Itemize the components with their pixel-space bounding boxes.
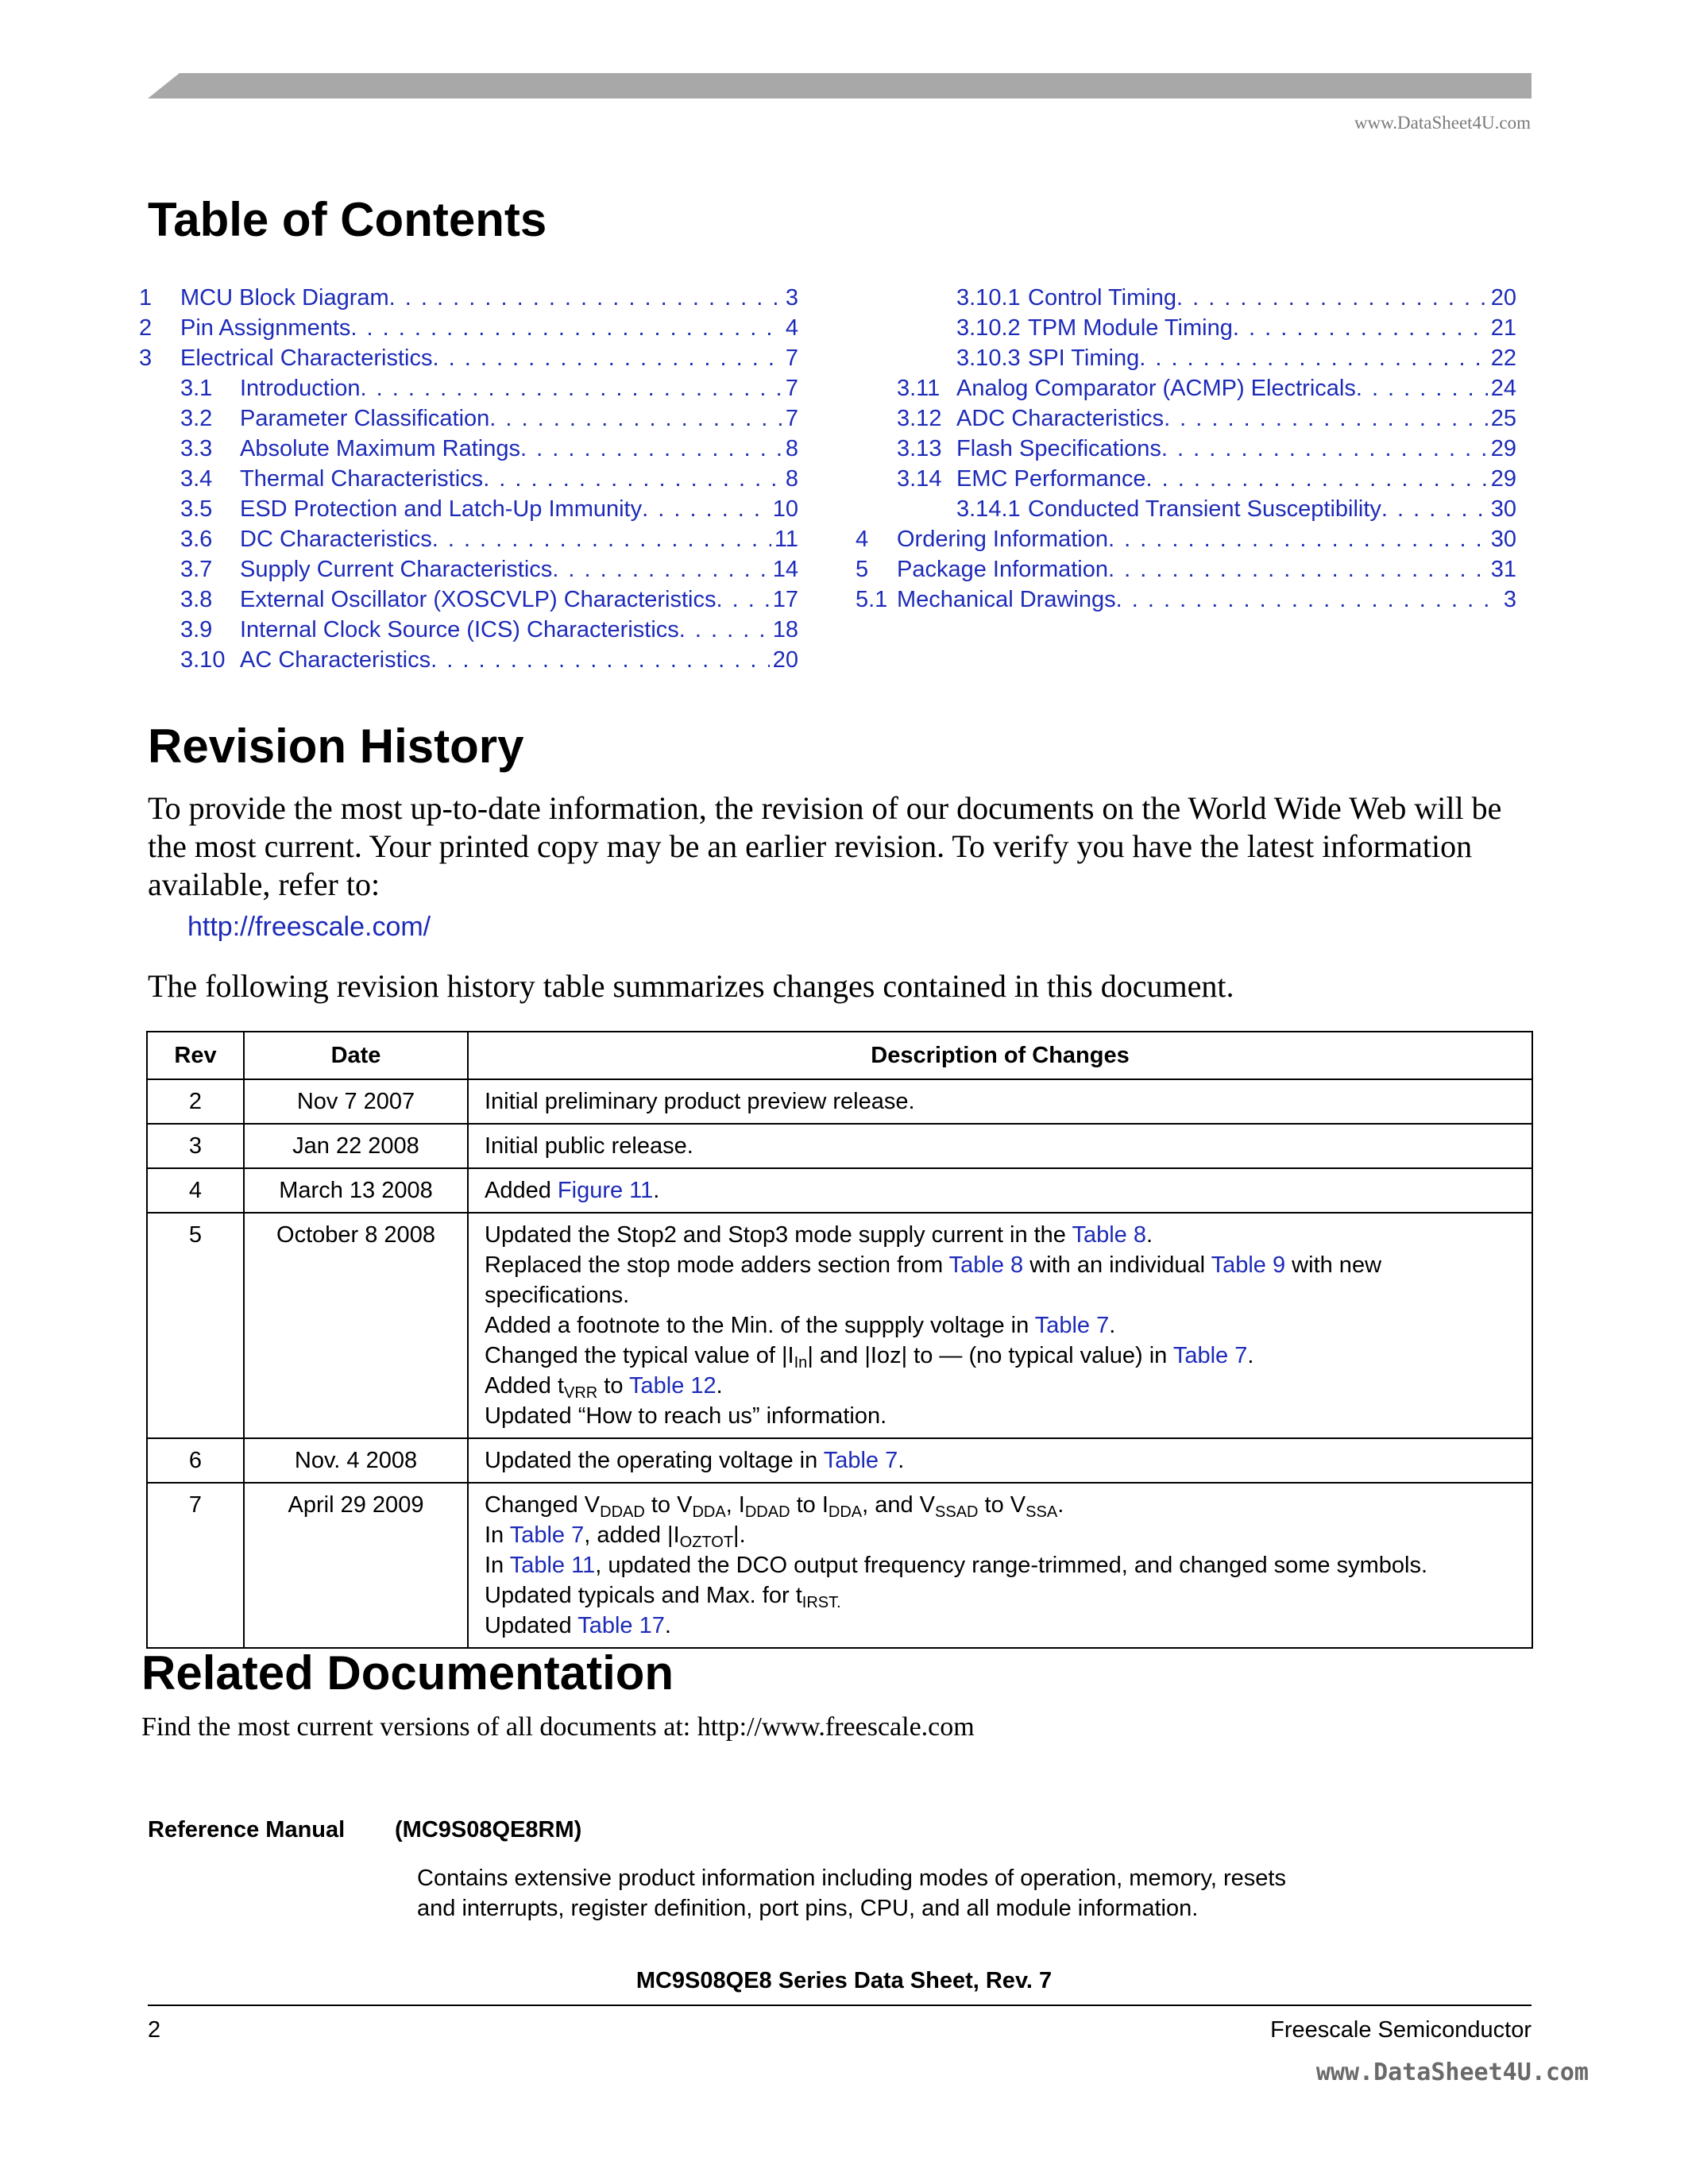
description-line: [485, 1220, 1516, 1250]
revision-intro: To provide the most up-to-date information, the revision of our documents on the World Wide Web will be the most current. Your printed copy may be an earlier revision. To verify you have the latest information available, refer to:: [148, 790, 1502, 902]
toc-entry-page: 29: [1490, 436, 1516, 461]
description-text: In: [485, 1522, 510, 1548]
description-line: [485, 1086, 1516, 1117]
toc-entry-title: ADC Characteristics: [956, 406, 1165, 431]
toc-entry-title: Absolute Maximum Ratings: [240, 436, 520, 461]
toc-entry-title: External Oscillator (XOSCVLP) Characteristics: [240, 587, 717, 612]
toc-leader-dots: [489, 403, 782, 434]
description-text: |.: [733, 1522, 746, 1548]
toc-leader-dots: [1139, 343, 1488, 373]
toc-entry-page: 7: [785, 345, 798, 371]
toc-leader-dots: [552, 554, 769, 585]
description-text: with new: [1285, 1252, 1382, 1278]
description-text: Updated typicals and Max. for t: [485, 1583, 802, 1608]
toc-entry-page: 29: [1490, 466, 1516, 492]
subscript-text: DDA: [692, 1503, 726, 1521]
toc-leader-dots: [717, 585, 770, 615]
toc-leader-dots: [432, 524, 771, 554]
toc-entry-number: 3.1: [180, 376, 213, 401]
subscript-text: In: [794, 1354, 808, 1372]
footer-divider: [148, 2005, 1532, 2006]
description-line: [485, 1490, 1516, 1520]
description-text: Changed the typical value of |I: [485, 1343, 794, 1368]
watermark-bottom: www.DataSheet4U.com: [1315, 2059, 1589, 2086]
table-reference-link[interactable]: Table 17: [577, 1613, 665, 1638]
description-line: [485, 1250, 1516, 1280]
description-text: Updated the operating voltage in: [485, 1448, 824, 1473]
toc-entry-page: 14: [772, 557, 798, 582]
description-line: [485, 1175, 1516, 1206]
toc-entry-title: Analog Comparator (ACMP) Electricals: [956, 376, 1356, 401]
toc-entry-number: 2: [139, 315, 153, 341]
subscript-text: VRR: [563, 1384, 598, 1402]
toc-leader-dots: [1381, 494, 1488, 524]
reference-manual-description: Contains extensive product information including modes of operation, memory, resets and interrupts, register definition, port pins, CPU, and all module information.: [417, 1866, 1286, 1921]
toc-leader-dots: [679, 615, 770, 645]
footer-page-number: 2: [148, 2017, 161, 2043]
toc-entry-number: 3.8: [180, 587, 213, 612]
toc-entry-page: 30: [1490, 527, 1516, 552]
toc-entry[interactable]: [856, 403, 1516, 434]
toc-entry-page: 18: [772, 617, 798, 642]
table-reference-link[interactable]: Table 7: [1172, 1343, 1248, 1368]
table-reference-link[interactable]: Table 12: [629, 1373, 717, 1399]
table-reference-link[interactable]: Figure 11: [557, 1178, 654, 1203]
table-row: [147, 1079, 1532, 1124]
revision-table: [146, 1031, 1533, 1649]
description-line: [485, 1550, 1516, 1580]
toc-entry-number: 3.11: [897, 376, 941, 401]
footer-company: Freescale Semiconductor: [1270, 2017, 1532, 2043]
subscript-text: SSA: [1026, 1503, 1058, 1521]
description-text: , added |I: [584, 1522, 680, 1548]
toc-entry-page: 31: [1490, 557, 1516, 582]
toc-entry[interactable]: [856, 283, 1516, 313]
toc-entry-page: 3: [1503, 587, 1516, 612]
subscript-text: DDAD: [744, 1503, 790, 1521]
toc-entry-title: Mechanical Drawings: [897, 587, 1116, 612]
description-text: specifications.: [485, 1283, 630, 1308]
description-text: .: [1057, 1492, 1064, 1518]
description-cell: [468, 1483, 1532, 1648]
toc-entry[interactable]: [139, 585, 798, 615]
subscript-text: OZTOT: [679, 1534, 734, 1551]
toc-entry[interactable]: [139, 403, 798, 434]
subscript-text: IRST.: [802, 1594, 841, 1611]
table-reference-link[interactable]: Table 7: [1034, 1313, 1110, 1338]
table-reference-link[interactable]: Table 7: [509, 1522, 585, 1548]
description-text: to I: [790, 1492, 829, 1518]
description-text: to: [597, 1373, 629, 1399]
watermark-top: www.DataSheet4U.com: [1354, 113, 1531, 133]
date-cell: October 8 2008: [244, 1213, 468, 1438]
toc-entry-title: AC Characteristics: [240, 647, 431, 673]
revision-table-header: [147, 1032, 1532, 1079]
toc-entry-page: 25: [1490, 406, 1516, 431]
toc-leader-dots: [483, 464, 782, 494]
description-text: .: [716, 1373, 723, 1399]
toc-entry-number: 5.1: [856, 587, 888, 612]
toc-entry-page: 3: [785, 285, 798, 311]
toc-entry[interactable]: [856, 464, 1516, 494]
rev-cell: 3: [147, 1124, 244, 1168]
toc-leader-dots: [431, 645, 770, 675]
header-description: Description of Changes: [468, 1032, 1532, 1079]
description-text: .: [1109, 1313, 1116, 1338]
toc-entry-page: 17: [772, 587, 798, 612]
toc-entry-title: Pin Assignments: [180, 315, 351, 341]
toc-entry-page: 7: [785, 406, 798, 431]
toc-entry-title: Conducted Transient Susceptibility: [1028, 496, 1381, 522]
toc-entry-title: ESD Protection and Latch-Up Immunity: [240, 496, 643, 522]
toc-entry-title: Ordering Information: [897, 527, 1108, 552]
rev-cell: 5: [147, 1213, 244, 1438]
toc-entry-title: Supply Current Characteristics: [240, 557, 553, 582]
toc-entry-number: 3.3: [180, 436, 213, 461]
toc-entry-title: Parameter Classification: [240, 406, 490, 431]
toc-leader-dots: [1161, 434, 1488, 464]
toc-entry[interactable]: [139, 343, 798, 373]
toc-leader-dots: [642, 494, 770, 524]
toc-entry[interactable]: [856, 585, 1516, 615]
description-text: .: [653, 1178, 660, 1203]
toc-entry-number: 3.14: [897, 466, 942, 492]
description-line: [485, 1580, 1516, 1611]
toc-entry-title: Introduction: [240, 376, 361, 401]
description-text: | and |Ioz| to — (no typical value) in: [807, 1343, 1173, 1368]
toc-entry-title: MCU Block Diagram: [180, 285, 389, 311]
table-reference-link[interactable]: Table 11: [509, 1553, 596, 1578]
description-text: Updated: [485, 1613, 578, 1638]
toc-entry-number: 3.10.1: [956, 285, 1021, 311]
date-cell: Nov. 4 2008: [244, 1438, 468, 1483]
toc-entry[interactable]: [139, 373, 798, 403]
toc-leader-dots: [432, 343, 782, 373]
header-bar: [148, 73, 1532, 98]
toc-leader-dots: [1146, 464, 1488, 494]
subscript-text: DDA: [828, 1503, 863, 1521]
table-row: [147, 1213, 1532, 1438]
description-text: , and V: [862, 1492, 936, 1518]
description-text: .: [898, 1448, 905, 1473]
toc-leader-dots: [361, 373, 782, 403]
description-line: [485, 1520, 1516, 1550]
toc-entry-number: 5: [856, 557, 869, 582]
toc-entry-number: 3.2: [180, 406, 213, 431]
toc-entry-number: 3.4: [180, 466, 213, 492]
description-text: .: [1146, 1222, 1153, 1248]
description-cell: [468, 1438, 1532, 1483]
toc-entry-page: 20: [1490, 285, 1516, 311]
toc-entry[interactable]: [856, 554, 1516, 585]
toc-entry-page: 7: [785, 376, 798, 401]
toc-entry-number: 3.14.1: [956, 496, 1021, 522]
description-text: In: [485, 1553, 510, 1578]
related-documentation-title: Related Documentation: [141, 1646, 674, 1700]
revision-table-intro: The following revision history table summarizes changes contained in this document.: [148, 968, 1234, 1004]
toc-entry-title: Thermal Characteristics: [240, 466, 484, 492]
toc-entry[interactable]: [139, 434, 798, 464]
toc-entry[interactable]: [139, 283, 798, 313]
toc-title: Table of Contents: [148, 193, 547, 246]
description-line: [485, 1401, 1516, 1431]
toc-entry-title: DC Characteristics: [240, 527, 432, 552]
reference-manual-label: Reference Manual: [148, 1817, 346, 1843]
table-reference-link[interactable]: Table 8: [948, 1252, 1024, 1278]
toc-entry-title: Control Timing: [1028, 285, 1176, 311]
toc-entry-number: 3.5: [180, 496, 213, 522]
description-cell: [468, 1168, 1532, 1213]
toc-leader-dots: [1176, 283, 1488, 313]
footer-doc-title: MC9S08QE8 Series Data Sheet, Rev. 7: [635, 1968, 1053, 1993]
toc-entry-page: 8: [785, 466, 798, 492]
toc-entry[interactable]: [856, 343, 1516, 373]
related-documentation-text: Find the most current versions of all documents at: http://www.freescale.com: [141, 1712, 975, 1742]
description-cell: [468, 1124, 1532, 1168]
toc-left-column: [139, 283, 798, 675]
toc-entry-title: TPM Module Timing: [1028, 315, 1233, 341]
description-text: .: [664, 1613, 671, 1638]
toc-entry[interactable]: [139, 554, 798, 585]
toc-entry-page: 20: [772, 647, 798, 673]
rev-cell: 6: [147, 1438, 244, 1483]
description-text: Updated “How to reach us” information.: [485, 1403, 887, 1429]
freescale-link[interactable]: http://freescale.com/: [187, 912, 431, 942]
toc-entry-page: 4: [785, 315, 798, 341]
toc-entry-page: 24: [1490, 376, 1516, 401]
table-row: [147, 1168, 1532, 1213]
reference-manual-code: (MC9S08QE8RM): [395, 1817, 582, 1843]
toc-entry[interactable]: [139, 494, 798, 524]
date-cell: Jan 22 2008: [244, 1124, 468, 1168]
table-row: [147, 1483, 1532, 1648]
toc-entry-number: 3.12: [897, 406, 942, 431]
description-line: [485, 1280, 1516, 1310]
toc-entry[interactable]: [139, 464, 798, 494]
description-text: Initial public release.: [485, 1133, 693, 1159]
toc-entry[interactable]: [139, 615, 798, 645]
toc-entry-page: 11: [774, 527, 798, 552]
toc-entry-number: 3.10.2: [956, 315, 1021, 341]
description-line: [485, 1310, 1516, 1341]
toc-leader-dots: [1233, 313, 1488, 343]
description-text: to V: [978, 1492, 1026, 1518]
description-text: Added a footnote to the Min. of the suppply voltage in: [485, 1313, 1035, 1338]
description-line: [485, 1341, 1516, 1371]
toc-entry-page: 22: [1490, 345, 1516, 371]
toc-entry-page: 10: [772, 496, 798, 522]
toc-entry[interactable]: [856, 434, 1516, 464]
date-cell: March 13 2008: [244, 1168, 468, 1213]
toc-entry[interactable]: [856, 313, 1516, 343]
toc-entry-title: Electrical Characteristics: [180, 345, 433, 371]
description-text: Added t: [485, 1373, 564, 1399]
toc-entry-number: 3.10.3: [956, 345, 1021, 371]
table-row: [147, 1438, 1532, 1483]
toc-entry[interactable]: [856, 373, 1516, 403]
toc-entry[interactable]: [139, 645, 798, 675]
toc-entry-title: Flash Specifications: [956, 436, 1161, 461]
description-line: [485, 1611, 1516, 1641]
toc-entry[interactable]: [856, 494, 1516, 524]
rev-cell: 4: [147, 1168, 244, 1213]
description-text: Changed V: [485, 1492, 601, 1518]
description-cell: [468, 1079, 1532, 1124]
description-text: , I: [725, 1492, 745, 1518]
toc-leader-dots: [350, 313, 782, 343]
description-text: .: [1247, 1343, 1254, 1368]
subscript-text: DDAD: [600, 1503, 645, 1521]
table-reference-link[interactable]: Table 8: [1072, 1222, 1146, 1248]
description-text: Updated the Stop2 and Stop3 mode supply current in the: [485, 1222, 1072, 1248]
toc-leader-dots: [1108, 524, 1488, 554]
toc-entry[interactable]: [856, 524, 1516, 554]
toc-leader-dots: [1116, 585, 1501, 615]
header-date: Date: [244, 1032, 468, 1079]
toc-entry-number: 3: [139, 345, 153, 371]
toc-entry-number: 3.13: [897, 436, 942, 461]
description-text: to V: [644, 1492, 693, 1518]
toc-leader-dots: [1356, 373, 1488, 403]
toc-leader-dots: [520, 434, 782, 464]
description-text: Replaced the stop mode adders section from: [485, 1252, 949, 1278]
toc-leader-dots: [1164, 403, 1488, 434]
date-cell: April 29 2009: [244, 1483, 468, 1648]
subscript-text: SSAD: [935, 1503, 979, 1521]
toc-entry-title: SPI Timing: [1028, 345, 1140, 371]
toc-entry-number: 4: [856, 527, 869, 552]
toc-entry-number: 3.10: [180, 647, 226, 673]
rev-cell: 2: [147, 1079, 244, 1124]
toc-entry-number: 3.9: [180, 617, 213, 642]
table-reference-link[interactable]: Table 7: [823, 1448, 898, 1473]
toc-entry-number: 3.7: [180, 557, 213, 582]
toc-entry-title: Internal Clock Source (ICS) Characteristics: [240, 617, 679, 642]
toc-entry-title: EMC Performance: [956, 466, 1146, 492]
description-line: [485, 1445, 1516, 1476]
description-cell: [468, 1213, 1532, 1438]
description-line: [485, 1371, 1516, 1401]
toc-entry-page: 8: [785, 436, 798, 461]
table-row: [147, 1124, 1532, 1168]
toc-entry[interactable]: [139, 524, 798, 554]
date-cell: Nov 7 2007: [244, 1079, 468, 1124]
toc-entry-page: 21: [1490, 315, 1516, 341]
toc-entry-number: 3.6: [180, 527, 213, 552]
revision-history-title: Revision History: [148, 720, 524, 773]
toc-right-column: [856, 283, 1516, 615]
toc-entry-number: 1: [139, 285, 153, 311]
description-text: Added: [485, 1178, 558, 1203]
toc-entry-title: Package Information: [897, 557, 1108, 582]
description-text: Initial preliminary product preview release.: [485, 1089, 915, 1114]
header-rev: Rev: [147, 1032, 244, 1079]
description-line: [485, 1131, 1516, 1161]
description-text: , updated the DCO output frequency range-trimmed, and changed some symbols.: [595, 1553, 1428, 1578]
table-reference-link[interactable]: Table 9: [1211, 1252, 1286, 1278]
toc-entry[interactable]: [139, 313, 798, 343]
rev-cell: 7: [147, 1483, 244, 1648]
description-text: with an individual: [1023, 1252, 1211, 1278]
toc-entry-page: 30: [1490, 496, 1516, 522]
toc-leader-dots: [1108, 554, 1488, 585]
toc-leader-dots: [389, 283, 782, 313]
